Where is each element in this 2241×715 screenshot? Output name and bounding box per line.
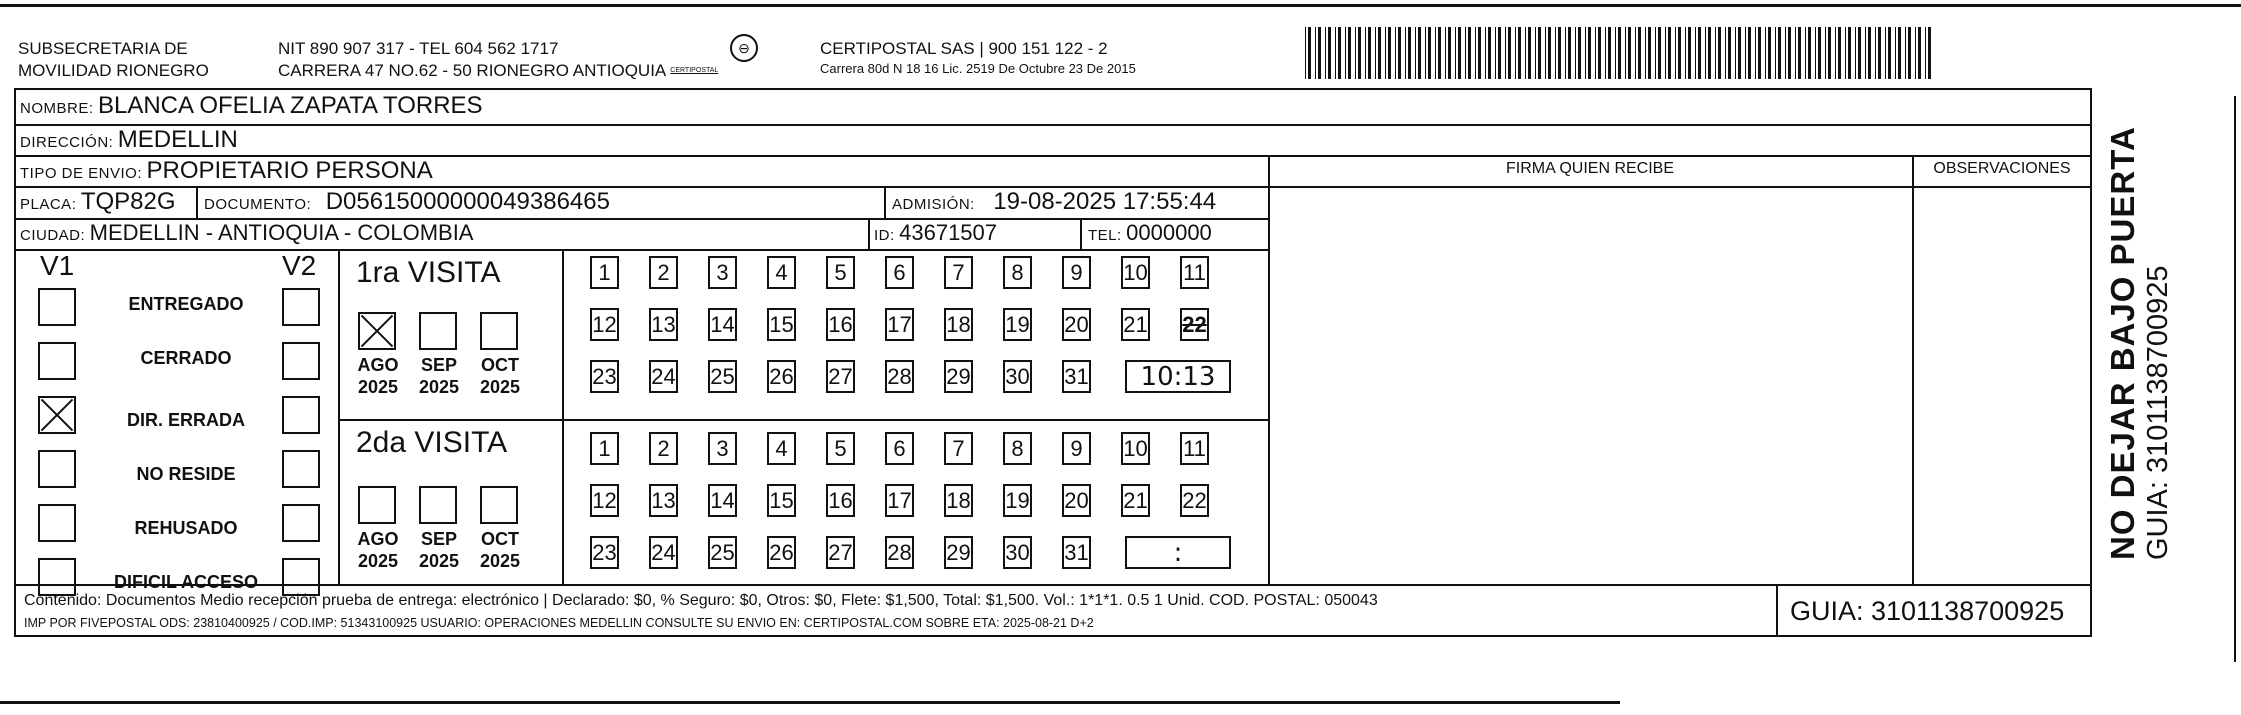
visit1-day-box: 27: [826, 360, 855, 393]
v1-checkbox: [38, 288, 76, 326]
visit1-month-label: OCT: [481, 355, 519, 375]
barcode-bar: [1908, 27, 1911, 79]
barcode-bar: [1888, 27, 1891, 79]
barcode-bar: [1378, 27, 1381, 79]
barcode-bar: [1918, 27, 1921, 79]
barcode-bar: [1558, 27, 1561, 79]
barcode-bar: [1855, 27, 1856, 79]
barcode-bar: [1665, 27, 1666, 79]
barcode-bar: [1655, 27, 1656, 79]
visit1-time-box: 10:13: [1125, 360, 1231, 393]
barcode-bar: [1448, 27, 1451, 79]
status-label: ENTREGADO: [128, 294, 244, 314]
direccion-value: MEDELLIN: [117, 126, 238, 153]
contact-line-1: NIT 890 907 317 - TEL 604 562 1717: [278, 39, 559, 58]
barcode-bar: [1828, 27, 1831, 79]
admision-label: ADMISIÓN:: [892, 196, 975, 213]
barcode-bar: [1488, 27, 1491, 79]
barcode-bar: [1495, 27, 1496, 79]
visit1-day-box: 11: [1180, 256, 1209, 289]
barcode-bar: [1635, 27, 1636, 79]
visit1-month-label: AGO: [357, 355, 399, 375]
visit2-day-box: 30: [1003, 536, 1032, 569]
barcode-bar: [1565, 27, 1566, 79]
id-divider: [868, 218, 870, 251]
status-divider: [338, 249, 340, 586]
visit1-day-box-crossed: 22: [1180, 308, 1209, 341]
barcode-bar: [1408, 27, 1411, 79]
visit1-day-box: 25: [708, 360, 737, 393]
visit2-day-box: 31: [1062, 536, 1091, 569]
visit2-month-label: SEP: [420, 529, 458, 549]
barcode-bar: [1708, 27, 1711, 79]
status-label: NO RESIDE: [136, 464, 236, 484]
documento-value: D05615000000049386465: [325, 188, 610, 215]
firma-header: FIRMA QUIEN RECIBE: [1505, 160, 1675, 177]
barcode-bar: [1505, 27, 1506, 79]
barcode-bar: [1795, 27, 1796, 79]
barcode-bar: [1848, 27, 1851, 79]
id-value: 43671507: [899, 220, 998, 245]
v2-checkbox: [282, 504, 320, 542]
side-guia-line2: GUIA: 3101138700925: [2142, 265, 2174, 560]
barcode-bar: [1858, 27, 1861, 79]
barcode-bar: [1528, 27, 1531, 79]
barcode-bar: [1685, 27, 1686, 79]
v1-checkbox: [38, 396, 76, 434]
visit1-year-label: 2025: [418, 377, 460, 397]
visit1-day-box: 9: [1062, 256, 1091, 289]
visit1-day-box: 18: [944, 308, 973, 341]
visit1-day-box: 19: [1003, 308, 1032, 341]
carrier-line-2: Carrera 80d N 18 16 Lic. 2519 De Octubre 23 De 2015: [820, 61, 1136, 76]
barcode-bar: [1885, 27, 1886, 79]
visit2-day-box: 1: [590, 432, 619, 465]
barcode-bar: [1738, 27, 1741, 79]
barcode-bar: [1895, 27, 1896, 79]
barcode-bar: [1615, 27, 1616, 79]
visit1-day-box: 31: [1062, 360, 1091, 393]
barcode-bar: [1695, 27, 1696, 79]
visit1-day-box: 1: [590, 256, 619, 289]
visit2-day-box: 29: [944, 536, 973, 569]
visit2-day-box: 17: [885, 484, 914, 517]
barcode-bar: [1785, 27, 1786, 79]
visit2-day-box: 19: [1003, 484, 1032, 517]
visit1-day-box: 16: [826, 308, 855, 341]
barcode-bar: [1608, 27, 1611, 79]
barcode-bar: [1375, 27, 1376, 79]
visit1-day-box: 4: [767, 256, 796, 289]
logo-caption: CERTIPOSTAL: [670, 67, 719, 74]
barcode-bar: [1878, 27, 1881, 79]
barcode-bar: [1338, 27, 1341, 79]
ciudad-row: [20, 220, 473, 246]
barcode-bar: [1308, 27, 1311, 79]
visit1-day-box: 30: [1003, 360, 1032, 393]
barcode-bar: [1315, 27, 1316, 79]
footer-guia-divider: [1776, 584, 1778, 637]
visit1-day-box: 10: [1121, 256, 1150, 289]
tipo-row: [20, 157, 433, 185]
barcode-bar: [1775, 27, 1776, 79]
visit1-title: 1ra VISITA: [356, 256, 501, 289]
visit2-year-label: 2025: [357, 551, 399, 571]
barcode-bar: [1585, 27, 1586, 79]
barcode-bar: [1735, 27, 1736, 79]
id-label: ID:: [874, 227, 895, 244]
visit2-day-box: 26: [767, 536, 796, 569]
visit-separator: [338, 419, 1270, 421]
visit1-month-checkbox: [419, 312, 457, 350]
visit2-day-box: 18: [944, 484, 973, 517]
barcode-bar: [1815, 27, 1816, 79]
org-line-1: SUBSECRETARIA DE: [18, 39, 188, 58]
barcode-bar: [1515, 27, 1516, 79]
barcode-bar: [1645, 27, 1646, 79]
visit1-day-box: 12: [590, 308, 619, 341]
barcode-bar: [1305, 27, 1306, 79]
barcode-bar: [1498, 27, 1501, 79]
visit1-day-box: 3: [708, 256, 737, 289]
barcode-bar: [1678, 27, 1681, 79]
barcode-bar: [1668, 27, 1671, 79]
nombre-label: NOMBRE:: [20, 100, 94, 117]
v1-header: V1: [40, 250, 75, 281]
visit1-day-box: 5: [826, 256, 855, 289]
carrier-line-1: CERTIPOSTAL SAS | 900 151 122 - 2: [820, 39, 1108, 58]
barcode-bar: [1745, 27, 1746, 79]
visit1-day-box: 26: [767, 360, 796, 393]
admision-divider: [884, 186, 886, 219]
visit-divider: [562, 249, 564, 586]
documento-label: DOCUMENTO:: [204, 196, 312, 213]
visit1-day-box: 24: [649, 360, 678, 393]
visit2-day-box: 12: [590, 484, 619, 517]
barcode-bar: [1598, 27, 1601, 79]
placa-value: TQP82G: [80, 188, 176, 215]
visit2-day-box: 5: [826, 432, 855, 465]
visit1-day-box: 8: [1003, 256, 1032, 289]
barcode-bar: [1508, 27, 1511, 79]
barcode-bar: [1518, 27, 1521, 79]
visit2-day-box: 3: [708, 432, 737, 465]
barcode-bar: [1898, 27, 1901, 79]
barcode-bar: [1825, 27, 1826, 79]
tel-label: TEL:: [1088, 227, 1122, 244]
barcode-bar: [1845, 27, 1846, 79]
visit1-day-box: 23: [590, 360, 619, 393]
barcode-bar: [1395, 27, 1396, 79]
carrier-info: [820, 38, 1136, 77]
visit2-day-box: 21: [1121, 484, 1150, 517]
barcode-bar: [1485, 27, 1486, 79]
v2-checkbox: [282, 558, 320, 596]
barcode-bar: [1435, 27, 1436, 79]
ciudad-label: CIUDAD:: [20, 227, 86, 244]
visit2-day-box: 7: [944, 432, 973, 465]
visit1-day-box: 7: [944, 256, 973, 289]
side-warning: [2104, 126, 2174, 560]
placa-row: [20, 188, 176, 216]
barcode-bar: [1348, 27, 1351, 79]
visit2-month-label: AGO: [357, 529, 399, 549]
observaciones-header: OBSERVACIONES: [1933, 160, 2071, 177]
visit2-day-box: 13: [649, 484, 678, 517]
barcode-bar: [1755, 27, 1756, 79]
barcode-bar: [1688, 27, 1691, 79]
visit2-day-box: 14: [708, 484, 737, 517]
visit1-day-box: 28: [885, 360, 914, 393]
visit1-day-box: 13: [649, 308, 678, 341]
barcode-bar: [1455, 27, 1456, 79]
barcode-bar: [1578, 27, 1581, 79]
status-label: CERRADO: [140, 348, 232, 368]
barcode-bar: [1915, 27, 1916, 79]
barcode-bar: [1808, 27, 1811, 79]
barcode-bar: [1545, 27, 1546, 79]
row-line-footer: [14, 584, 2092, 586]
v1-checkbox: [38, 342, 76, 380]
org-contact: [278, 38, 718, 82]
barcode-bar: [1475, 27, 1476, 79]
barcode-bar: [1328, 27, 1331, 79]
visit2-year-label: 2025: [479, 551, 521, 571]
barcode-bar: [1335, 27, 1336, 79]
barcode-bar: [1368, 27, 1371, 79]
barcode-bar: [1728, 27, 1731, 79]
barcode-bar: [1548, 27, 1551, 79]
status-label: REHUSADO: [134, 518, 238, 538]
visit2-day-box: 9: [1062, 432, 1091, 465]
visit2-day-box: 4: [767, 432, 796, 465]
barcode-bar: [1568, 27, 1571, 79]
barcode-bar: [1418, 27, 1421, 79]
visit1-day-box: 6: [885, 256, 914, 289]
barcode-bar: [1405, 27, 1406, 79]
barcode-bar: [1605, 27, 1606, 79]
direccion-label: DIRECCIÓN:: [20, 134, 114, 151]
visit1-month-checkbox: [358, 312, 396, 350]
visit1-day-box: 15: [767, 308, 796, 341]
documento-row: [204, 188, 610, 216]
barcode-bar: [1765, 27, 1766, 79]
barcode-bar: [1928, 27, 1931, 79]
v2-checkbox: [282, 450, 320, 488]
barcode-bar: [1618, 27, 1621, 79]
barcode-bar: [1648, 27, 1651, 79]
barcode-bar: [1718, 27, 1721, 79]
visit1-day-box: 17: [885, 308, 914, 341]
barcode-bar: [1428, 27, 1431, 79]
status-label: DIFICIL ACCESO: [113, 572, 258, 592]
barcode-bar: [1415, 27, 1416, 79]
frame-bottom: [14, 635, 2092, 637]
barcode-bar: [1398, 27, 1401, 79]
visit2-day-box: 24: [649, 536, 678, 569]
barcode-bar: [1365, 27, 1366, 79]
visit1-month-checkbox: [480, 312, 518, 350]
tipo-value: PROPIETARIO PERSONA: [146, 157, 433, 184]
visit2-month-checkbox: [480, 486, 518, 524]
org-line-2: MOVILIDAD RIONEGRO: [18, 61, 209, 80]
visit2-day-box: 8: [1003, 432, 1032, 465]
visit2-day-box: 23: [590, 536, 619, 569]
barcode-bar: [1875, 27, 1876, 79]
frame-top: [14, 88, 2092, 90]
barcode-bar: [1698, 27, 1701, 79]
visit1-day-box: 14: [708, 308, 737, 341]
tel-value: 0000000: [1126, 220, 1212, 245]
v2-checkbox: [282, 342, 320, 380]
barcode-bar: [1478, 27, 1481, 79]
right-edge-rule: [2234, 96, 2236, 662]
tipo-label: TIPO DE ENVIO:: [20, 165, 143, 182]
v1-checkbox: [38, 558, 76, 596]
barcode-bar: [1358, 27, 1361, 79]
barcode-bar: [1705, 27, 1706, 79]
visit2-day-box: 20: [1062, 484, 1091, 517]
org-name: [18, 38, 209, 82]
observaciones-divider: [1912, 155, 1914, 586]
bottom-rule: [0, 701, 1620, 704]
certipostal-logo-icon: ⊖: [730, 34, 758, 62]
signature-left-divider: [1268, 155, 1270, 586]
barcode-bar: [1788, 27, 1791, 79]
nombre-row: [20, 92, 483, 120]
visit2-day-box: 16: [826, 484, 855, 517]
frame-right: [2090, 88, 2092, 637]
id-row: [874, 220, 997, 246]
footer-contenido: Contenido: Documentos Medio recepción prueba de entrega: electrónico | Declarado: $0, % Seguro: $0, Otros: $0, Flete: $1,500, Total: $1,500. Vol.: 1*1*1. 0.5 1 Unid. COD. POSTAL: 050043: [24, 592, 1378, 609]
barcode-bar: [1725, 27, 1726, 79]
visit2-day-box: 6: [885, 432, 914, 465]
placa-divider: [196, 186, 198, 219]
visit2-time-box: :: [1125, 536, 1231, 569]
barcode-bar: [1325, 27, 1326, 79]
visit1-day-box: 2: [649, 256, 678, 289]
visit2-month-checkbox: [419, 486, 457, 524]
v2-header: V2: [282, 250, 317, 281]
footer-guia: GUIA: 3101138700925: [1790, 596, 2065, 626]
barcode-bar: [1458, 27, 1461, 79]
visit1-day-box: 21: [1121, 308, 1150, 341]
tel-divider: [1080, 218, 1082, 251]
top-border: [0, 4, 2241, 7]
v2-checkbox: [282, 396, 320, 434]
barcode-bar: [1445, 27, 1446, 79]
admision-row: [892, 188, 1216, 216]
barcode-bar: [1468, 27, 1471, 79]
visit1-day-box: 29: [944, 360, 973, 393]
v2-checkbox: [282, 288, 320, 326]
visit2-day-box: 11: [1180, 432, 1209, 465]
frame-left: [14, 88, 16, 637]
barcode-bar: [1535, 27, 1536, 79]
visit1-year-label: 2025: [479, 377, 521, 397]
barcode-bar: [1865, 27, 1866, 79]
barcode-bar: [1805, 27, 1806, 79]
side-warning-line1: NO DEJAR BAJO PUERTA: [2104, 126, 2141, 560]
barcode-bar: [1715, 27, 1716, 79]
v1-checkbox: [38, 450, 76, 488]
admision-value: 19-08-2025 17:55:44: [993, 188, 1217, 215]
barcode-bar: [1355, 27, 1356, 79]
barcode-bar: [1675, 27, 1676, 79]
barcode-bar: [1575, 27, 1576, 79]
placa-label: PLACA:: [20, 196, 77, 213]
barcode-bar: [1748, 27, 1751, 79]
visit1-day-box: 20: [1062, 308, 1091, 341]
barcode-bar: [1388, 27, 1391, 79]
barcode-bar: [1318, 27, 1321, 79]
barcode-bar: [1525, 27, 1526, 79]
barcode-bar: [1345, 27, 1346, 79]
barcode-bar: [1385, 27, 1386, 79]
barcode-bar: [1818, 27, 1821, 79]
visit2-title: 2da VISITA: [356, 426, 508, 459]
visit2-day-box: 28: [885, 536, 914, 569]
barcode-bar: [1625, 27, 1626, 79]
visit1-year-label: 2025: [357, 377, 399, 397]
barcode: [1305, 27, 1935, 79]
visit2-day-box: 27: [826, 536, 855, 569]
barcode-bar: [1438, 27, 1441, 79]
barcode-bar: [1538, 27, 1541, 79]
visit2-day-box: 22: [1180, 484, 1209, 517]
visit2-year-label: 2025: [418, 551, 460, 571]
barcode-bar: [1798, 27, 1801, 79]
barcode-bar: [1835, 27, 1836, 79]
direccion-row: [20, 126, 238, 154]
row-line-1: [14, 124, 2092, 126]
barcode-bar: [1465, 27, 1466, 79]
barcode-bar: [1838, 27, 1841, 79]
barcode-bar: [1595, 27, 1596, 79]
visit1-month-label: SEP: [420, 355, 458, 375]
visit2-day-box: 15: [767, 484, 796, 517]
barcode-bar: [1778, 27, 1781, 79]
barcode-bar: [1658, 27, 1661, 79]
barcode-bar: [1588, 27, 1591, 79]
footer-impresion: IMP POR FIVEPOSTAL ODS: 23810400925 / COD.IMP: 51343100925 USUARIO: OPERACIONES MEDELLIN CONSULTE SU ENVIO EN: CERTIPOSTAL.COM SOBRE ETA: 2025-08-21 D+2: [24, 616, 1094, 630]
contact-line-2: CARRERA 47 NO.62 - 50 RIONEGRO ANTIOQUIA: [278, 61, 667, 80]
visit2-month-checkbox: [358, 486, 396, 524]
barcode-bar: [1768, 27, 1771, 79]
nombre-value: BLANCA OFELIA ZAPATA TORRES: [97, 92, 483, 119]
visit2-day-box: 10: [1121, 432, 1150, 465]
tel-row: [1088, 220, 1212, 246]
visit2-day-box: 25: [708, 536, 737, 569]
visit2-month-label: OCT: [481, 529, 519, 549]
v1-checkbox: [38, 504, 76, 542]
barcode-bar: [1758, 27, 1761, 79]
barcode-bar: [1628, 27, 1631, 79]
barcode-bar: [1425, 27, 1426, 79]
visit2-day-box: 2: [649, 432, 678, 465]
barcode-bar: [1638, 27, 1641, 79]
barcode-bar: [1868, 27, 1871, 79]
status-label: DIR. ERRADA: [126, 410, 245, 430]
ciudad-value: MEDELLIN - ANTIOQUIA - COLOMBIA: [89, 220, 474, 245]
barcode-bar: [1555, 27, 1556, 79]
barcode-bar: [1925, 27, 1926, 79]
barcode-bar: [1905, 27, 1906, 79]
